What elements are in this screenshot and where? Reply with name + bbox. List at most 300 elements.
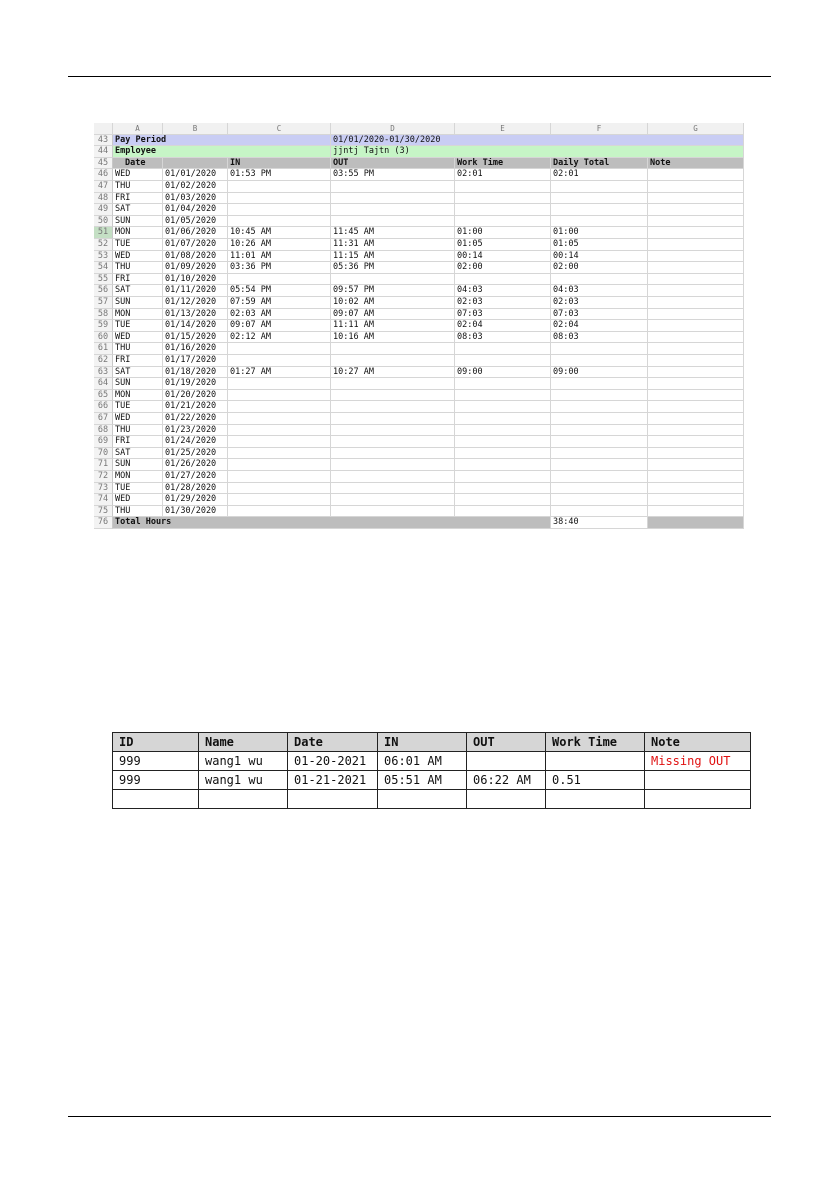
cell-date: 01/14/2020 (163, 320, 228, 332)
cell-date: 01/01/2020 (163, 169, 228, 181)
row-number: 46 (94, 169, 113, 181)
sheet-row (94, 251, 744, 263)
sheet-row (94, 320, 744, 332)
cell-total (551, 483, 648, 495)
cell-total (551, 436, 648, 448)
cell-date: 01/05/2020 (163, 216, 228, 228)
cell-out (331, 193, 455, 205)
cell-day: SUN (113, 216, 163, 228)
row-number: 61 (94, 343, 113, 355)
cell-date: 01/13/2020 (163, 309, 228, 321)
cell-in (228, 204, 331, 216)
cell-note (648, 401, 744, 413)
cell-out (331, 459, 455, 471)
cell-total (551, 343, 648, 355)
cell-in (228, 436, 331, 448)
cell-work (455, 448, 551, 460)
cell-date: 01/15/2020 (163, 332, 228, 344)
sheet-row (94, 343, 744, 355)
row-number: 60 (94, 332, 113, 344)
cell-total (551, 390, 648, 402)
cell-total: 07:03 (551, 309, 648, 321)
sheet-row (94, 471, 744, 483)
pay-period-label: Pay Period (113, 135, 331, 147)
row-number: 73 (94, 483, 113, 495)
cell-date: 01/26/2020 (163, 459, 228, 471)
row-number: 70 (94, 448, 113, 460)
employee-label: Employee (113, 146, 331, 158)
cell-total (551, 204, 648, 216)
cell-day: WED (113, 494, 163, 506)
cell-in: 05:51 AM (378, 771, 467, 790)
cell-name (199, 790, 288, 809)
cell-note (648, 332, 744, 344)
timesheet-screenshot (94, 123, 744, 539)
cell-note (645, 790, 751, 809)
column-header-row (94, 158, 744, 170)
row-number: 43 (94, 135, 113, 147)
sheet-row (94, 506, 744, 518)
cell-total (551, 494, 648, 506)
row-number: 68 (94, 425, 113, 437)
total-hours-label: Total Hours (113, 517, 551, 529)
sheet-row (94, 425, 744, 437)
cell-in (228, 494, 331, 506)
row-number: 62 (94, 355, 113, 367)
cell-day: SAT (113, 448, 163, 460)
cell-day: THU (113, 181, 163, 193)
col-header-date: Date (288, 733, 378, 752)
row-number: 44 (94, 146, 113, 158)
cell-work: 00:14 (455, 251, 551, 263)
cell-day: THU (113, 343, 163, 355)
cell-in (228, 343, 331, 355)
cell-out (467, 790, 546, 809)
cell-work (455, 193, 551, 205)
cell-note (648, 169, 744, 181)
row-number: 74 (94, 494, 113, 506)
column-letter: B (163, 123, 228, 135)
cell-note (648, 355, 744, 367)
column-letter: E (455, 123, 551, 135)
row-number: 47 (94, 181, 113, 193)
cell-date: 01/12/2020 (163, 297, 228, 309)
cell-out (331, 181, 455, 193)
cell-date: 01/09/2020 (163, 262, 228, 274)
cell-day: FRI (113, 355, 163, 367)
total-hours-row (94, 517, 744, 529)
cell-day: SAT (113, 204, 163, 216)
cell-total: 02:04 (551, 320, 648, 332)
cell-work (455, 471, 551, 483)
row-number: 54 (94, 262, 113, 274)
cell-out: 11:15 AM (331, 251, 455, 263)
cell-in (228, 483, 331, 495)
cell-out: 03:55 PM (331, 169, 455, 181)
cell-date: 01/23/2020 (163, 425, 228, 437)
cell-in (228, 401, 331, 413)
cell-in (228, 378, 331, 390)
cell-out: 10:16 AM (331, 332, 455, 344)
cell-note (648, 390, 744, 402)
cell-date: 01/27/2020 (163, 471, 228, 483)
cell-date: 01/28/2020 (163, 483, 228, 495)
cell-out (331, 494, 455, 506)
cell-out (331, 401, 455, 413)
cell-date: 01-21-2021 (288, 771, 378, 790)
cell-day: THU (113, 262, 163, 274)
row-number: 52 (94, 239, 113, 251)
cell-out: 11:45 AM (331, 227, 455, 239)
cell-work (455, 390, 551, 402)
column-letter: A (113, 123, 163, 135)
row-number: 72 (94, 471, 113, 483)
cell-work-time: 0.51 (546, 771, 645, 790)
cell-day: THU (113, 425, 163, 437)
sheet-row (94, 193, 744, 205)
cell-note: Missing OUT (645, 752, 751, 771)
cell-note (645, 771, 751, 790)
cell-out: 09:57 PM (331, 285, 455, 297)
cell-day: MON (113, 471, 163, 483)
row-number: 65 (94, 390, 113, 402)
cell-date: 01/30/2020 (163, 506, 228, 518)
cell-note (648, 274, 744, 286)
cell-work: 01:05 (455, 239, 551, 251)
cell-date (288, 790, 378, 809)
cell-date: 01/25/2020 (163, 448, 228, 460)
cell-day: WED (113, 413, 163, 425)
column-header: Work Time (455, 158, 551, 170)
sheet-row (94, 181, 744, 193)
cell-day: TUE (113, 320, 163, 332)
cell-out: 10:27 AM (331, 367, 455, 379)
cell-in: 03:36 PM (228, 262, 331, 274)
cell-work (455, 204, 551, 216)
cell-note (648, 262, 744, 274)
cell-out (331, 378, 455, 390)
sheet-row (94, 448, 744, 460)
cell-in (228, 193, 331, 205)
corner-cell (94, 123, 113, 135)
cell-date: 01/20/2020 (163, 390, 228, 402)
cell-work (455, 459, 551, 471)
column-letter: C (228, 123, 331, 135)
column-header: Daily Total (551, 158, 648, 170)
cell-out (331, 506, 455, 518)
column-letter: D (331, 123, 455, 135)
sheet-row (94, 227, 744, 239)
cell-in (228, 216, 331, 228)
row-number: 57 (94, 297, 113, 309)
sheet-row (94, 459, 744, 471)
cell-id: 999 (113, 771, 199, 790)
cell-note (648, 343, 744, 355)
sheet-row (94, 332, 744, 344)
cell-day: SAT (113, 285, 163, 297)
cell-out: 05:36 PM (331, 262, 455, 274)
cell-day: SUN (113, 378, 163, 390)
cell-date: 01-20-2021 (288, 752, 378, 771)
cell-note (648, 227, 744, 239)
cell-date: 01/16/2020 (163, 343, 228, 355)
cell-work (455, 483, 551, 495)
row-number: 75 (94, 506, 113, 518)
cell-out: 11:31 AM (331, 239, 455, 251)
cell-total: 04:03 (551, 285, 648, 297)
cell-in: 01:53 PM (228, 169, 331, 181)
cell-in: 07:59 AM (228, 297, 331, 309)
cell-in (228, 459, 331, 471)
cell-work: 08:03 (455, 332, 551, 344)
cell-date: 01/11/2020 (163, 285, 228, 297)
cell-out (467, 752, 546, 771)
cell-day: SUN (113, 459, 163, 471)
cell-work: 02:03 (455, 297, 551, 309)
cell-total (551, 425, 648, 437)
cell-out (331, 204, 455, 216)
cell-date: 01/10/2020 (163, 274, 228, 286)
cell-day: TUE (113, 239, 163, 251)
cell-in (228, 274, 331, 286)
row-number: 58 (94, 309, 113, 321)
cell-in (228, 506, 331, 518)
cell-work-time (546, 752, 645, 771)
row-number: 50 (94, 216, 113, 228)
cell-total: 01:05 (551, 239, 648, 251)
cell-work: 09:00 (455, 367, 551, 379)
cell-day: WED (113, 251, 163, 263)
row-number: 59 (94, 320, 113, 332)
cell-work: 01:00 (455, 227, 551, 239)
cell-out (331, 413, 455, 425)
cell-note (648, 239, 744, 251)
cell-in (228, 355, 331, 367)
cell-out (331, 448, 455, 460)
sheet-row (94, 378, 744, 390)
sheet-row (94, 216, 744, 228)
cell-day: WED (113, 169, 163, 181)
cell-work: 02:01 (455, 169, 551, 181)
cell-note (648, 320, 744, 332)
cell-day: MON (113, 390, 163, 402)
column-header: Note (648, 158, 744, 170)
cell-total: 01:00 (551, 227, 648, 239)
cell-out (331, 355, 455, 367)
cell-note (648, 425, 744, 437)
cell-out (331, 343, 455, 355)
sheet-row (94, 285, 744, 297)
cell-total: 08:03 (551, 332, 648, 344)
sheet-row (94, 204, 744, 216)
col-header-out: OUT (467, 733, 546, 752)
col-header-name: Name (199, 733, 288, 752)
table-row (113, 790, 751, 809)
cell-day: WED (113, 332, 163, 344)
pay-period-value: 01/01/2020-01/30/2020 (331, 135, 744, 147)
cell-work (455, 378, 551, 390)
cell-in (228, 425, 331, 437)
cell-total (551, 274, 648, 286)
cell-note (648, 297, 744, 309)
sheet-row (94, 483, 744, 495)
cell-out (331, 436, 455, 448)
table-crop-edge (112, 813, 758, 818)
sheet-row (94, 494, 744, 506)
cell-note (648, 181, 744, 193)
cell-note (648, 436, 744, 448)
sheet-row (94, 436, 744, 448)
cell-work (455, 413, 551, 425)
row-number: 49 (94, 204, 113, 216)
cell-total: 02:01 (551, 169, 648, 181)
cell-name: wang1 wu (199, 771, 288, 790)
column-letter: F (551, 123, 648, 135)
table-row (113, 771, 751, 790)
cell-work: 02:04 (455, 320, 551, 332)
cell-work (455, 506, 551, 518)
cell-out (331, 425, 455, 437)
cell-in: 02:03 AM (228, 309, 331, 321)
cell-total (551, 471, 648, 483)
cell-total (551, 401, 648, 413)
cell-total (551, 413, 648, 425)
cell-in (378, 790, 467, 809)
sheet-row (94, 309, 744, 321)
employee-value: jjntj Tajtn (3) (331, 146, 744, 158)
cell-note (648, 378, 744, 390)
cell-day: TUE (113, 483, 163, 495)
cell-note (648, 483, 744, 495)
cell-date: 01/04/2020 (163, 204, 228, 216)
cell-note (648, 204, 744, 216)
table-row (113, 752, 751, 771)
cell-work-time (546, 790, 645, 809)
row-number: 69 (94, 436, 113, 448)
row-number: 76 (94, 517, 113, 529)
cell-note (648, 459, 744, 471)
cell-date: 01/06/2020 (163, 227, 228, 239)
cell-date: 01/17/2020 (163, 355, 228, 367)
cell-day: SAT (113, 367, 163, 379)
cell-out: 11:11 AM (331, 320, 455, 332)
sheet-row (94, 367, 744, 379)
employee-row (94, 146, 744, 158)
cell-note (648, 309, 744, 321)
sheet-row (94, 274, 744, 286)
table-header-row (113, 733, 751, 752)
cell-work (455, 216, 551, 228)
cell-in (228, 448, 331, 460)
sheet-row (94, 297, 744, 309)
cell-in (228, 413, 331, 425)
cell-out (331, 483, 455, 495)
cell-note (648, 367, 744, 379)
total-hours-value: 38:40 (551, 517, 648, 529)
cell-date: 01/07/2020 (163, 239, 228, 251)
row-number: 71 (94, 459, 113, 471)
cell-out: 09:07 AM (331, 309, 455, 321)
cell-work (455, 401, 551, 413)
cell-note (648, 471, 744, 483)
row-number: 63 (94, 367, 113, 379)
cell-work (455, 425, 551, 437)
col-header-in: IN (378, 733, 467, 752)
sheet-row (94, 390, 744, 402)
cell-work (455, 274, 551, 286)
sheet-row (94, 262, 744, 274)
cell-out (331, 216, 455, 228)
row-number: 45 (94, 158, 113, 170)
row-number: 56 (94, 285, 113, 297)
cell-date: 01/02/2020 (163, 181, 228, 193)
cell-work: 02:00 (455, 262, 551, 274)
cell-day: MON (113, 309, 163, 321)
cell-total: 00:14 (551, 251, 648, 263)
col-header-note: Note (645, 733, 751, 752)
missing-punch-table (112, 732, 751, 809)
cell-date: 01/29/2020 (163, 494, 228, 506)
cell-in: 10:45 AM (228, 227, 331, 239)
column-header: OUT (331, 158, 455, 170)
cell-out (331, 471, 455, 483)
cell-total (551, 378, 648, 390)
column-header (163, 158, 228, 170)
cell-date: 01/22/2020 (163, 413, 228, 425)
sheet-row (94, 239, 744, 251)
cell-out (331, 390, 455, 402)
cell-total (551, 459, 648, 471)
cell-in: 10:26 AM (228, 239, 331, 251)
cell-id (113, 790, 199, 809)
cell-date: 01/18/2020 (163, 367, 228, 379)
cell-date: 01/24/2020 (163, 436, 228, 448)
row-number: 51 (94, 227, 113, 239)
cell-date: 01/08/2020 (163, 251, 228, 263)
column-header: IN (228, 158, 331, 170)
cell-work (455, 181, 551, 193)
cell-work: 04:03 (455, 285, 551, 297)
cell-note (648, 413, 744, 425)
row-number: 67 (94, 413, 113, 425)
row-number: 66 (94, 401, 113, 413)
cell-in: 02:12 AM (228, 332, 331, 344)
sheet-row (94, 169, 744, 181)
cell-note (648, 285, 744, 297)
cell-out (331, 274, 455, 286)
cell-total: 02:03 (551, 297, 648, 309)
pay-period-row (94, 135, 744, 147)
cell-note (648, 448, 744, 460)
col-header-work-time: Work Time (546, 733, 645, 752)
cell-in (228, 471, 331, 483)
cell-day: SUN (113, 297, 163, 309)
cell-work (455, 355, 551, 367)
cell-total: 09:00 (551, 367, 648, 379)
cell-out: 10:02 AM (331, 297, 455, 309)
sheet-row (94, 413, 744, 425)
cell-work (455, 494, 551, 506)
col-header-id: ID (113, 733, 199, 752)
header-rule (68, 76, 771, 77)
column-letter-row (94, 123, 744, 135)
cell-in: 05:54 PM (228, 285, 331, 297)
cell-total (551, 448, 648, 460)
cell-id: 999 (113, 752, 199, 771)
cell-date: 01/21/2020 (163, 401, 228, 413)
cell-in: 01:27 AM (228, 367, 331, 379)
cell-day: FRI (113, 436, 163, 448)
